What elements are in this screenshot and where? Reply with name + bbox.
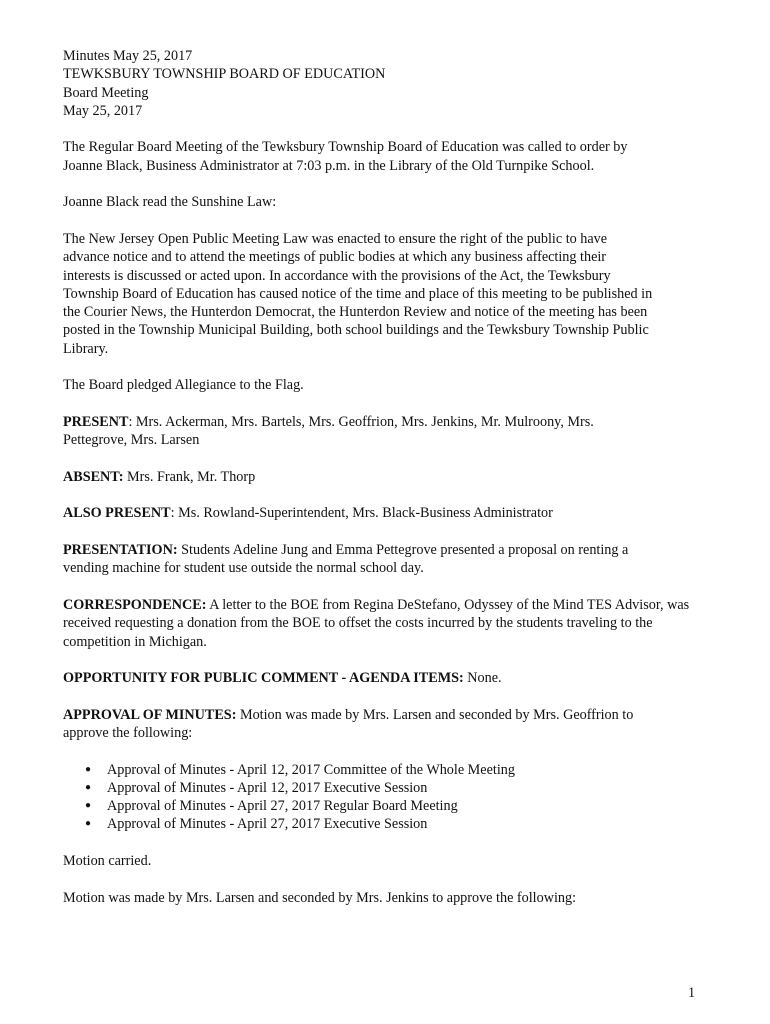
- present-section: [63, 413, 723, 450]
- present-label: PRESENT: [63, 413, 129, 430]
- paragraph-line: posted in the Township Municipal Building, both school buildings and the Tewksbury Township Public: [63, 322, 649, 339]
- paragraph-line: The New Jersey Open Public Meeting Law was enacted to ensure the right of the public to have: [63, 230, 608, 247]
- document-header: [63, 47, 723, 120]
- meeting-date: May 25, 2017: [63, 102, 143, 119]
- correspondence-label: CORRESPONDENCE:: [63, 596, 207, 613]
- approval-motion-text-continued: approve the following:: [63, 724, 193, 741]
- paragraph-line: interests is discussed or acted upon. In accordance with the provisions of the Act, the Tewksbury: [63, 267, 611, 284]
- list-item-text: Approval of Minutes - April 12, 2017 Executive Session: [107, 779, 428, 796]
- motion-carried: Motion carried.: [63, 853, 152, 870]
- presentation-section: [63, 541, 723, 578]
- list-item-text: Approval of Minutes - April 12, 2017 Committee of the Whole Meeting: [107, 761, 515, 778]
- second-motion: Motion was made by Mrs. Larsen and seconded by Mrs. Jenkins to approve the following:: [63, 889, 577, 906]
- present-members-continued: Pettegrove, Mrs. Larsen: [63, 432, 200, 449]
- correspondence-section: [63, 596, 723, 651]
- pledge-statement: The Board pledged Allegiance to the Flag.: [63, 377, 304, 394]
- list-item: [63, 779, 723, 797]
- paragraph-line: advance notice and to attend the meetings of public bodies at which any business affecting their: [63, 249, 607, 266]
- approval-of-minutes-section: [63, 706, 723, 834]
- public-comment-label: OPPORTUNITY FOR PUBLIC COMMENT - AGENDA ITEMS:: [63, 670, 464, 687]
- correspondence-text: A letter to the BOE from Regina DeStefano, Odyssey of the Mind TES Advisor, was: [206, 596, 690, 613]
- paragraph-line: Joanne Black, Business Administrator at 7:03 p.m. in the Library of the Old Turnpike School.: [63, 157, 595, 174]
- list-item-text: Approval of Minutes - April 27, 2017 Regular Board Meeting: [107, 798, 458, 815]
- absent-section: [63, 468, 723, 486]
- public-comment-section: [63, 669, 723, 687]
- meeting-type: Board Meeting: [63, 84, 149, 101]
- page-number: 1: [688, 985, 696, 1001]
- absent-members: Mrs. Frank, Mr. Thorp: [123, 468, 256, 485]
- list-item: [63, 797, 723, 815]
- sunshine-intro: Joanne Black read the Sunshine Law:: [63, 194, 277, 211]
- paragraph-line: Township Board of Education has caused notice of the time and place of this meeting to be published in: [63, 285, 653, 302]
- minutes-approval-list: [63, 761, 723, 834]
- also-present-section: [63, 504, 723, 522]
- header-line: Minutes May 25, 2017: [63, 48, 193, 64]
- bullet-icon: ●: [85, 763, 92, 775]
- presentation-text-continued: vending machine for student use outside the normal school day.: [63, 560, 424, 577]
- correspondence-text-continued: competition in Michigan.: [63, 633, 207, 650]
- document-page: [63, 47, 723, 907]
- approval-of-minutes-label: APPROVAL OF MINUTES:: [63, 706, 237, 723]
- paragraph-line: Library.: [63, 340, 109, 357]
- correspondence-text-continued: received requesting a donation from the BOE to offset the costs incurred by the students traveling to the: [63, 615, 653, 632]
- presentation-label: PRESENTATION:: [63, 542, 178, 559]
- presentation-text: Students Adeline Jung and Emma Pettegrove presented a proposal on renting a: [177, 542, 629, 559]
- sunshine-law-paragraph: [63, 230, 723, 358]
- bullet-icon: ●: [85, 818, 92, 830]
- approval-motion-text: Motion was made by Mrs. Larsen and seconded by Mrs. Geoffrion to: [236, 706, 634, 723]
- also-present-members: : Ms. Rowland-Superintendent, Mrs. Black-Business Administrator: [170, 505, 553, 522]
- list-item: [63, 815, 723, 833]
- public-comment-text: None.: [463, 670, 502, 687]
- bullet-icon: ●: [85, 800, 92, 812]
- present-members: : Mrs. Ackerman, Mrs. Bartels, Mrs. Geoffrion, Mrs. Jenkins, Mr. Mulroony, Mrs.: [128, 413, 594, 430]
- bullet-icon: ●: [85, 781, 92, 793]
- paragraph-line: the Courier News, the Hunterdon Democrat, the Hunterdon Review and notice of the meeting has been: [63, 304, 648, 321]
- absent-label: ABSENT:: [63, 468, 124, 485]
- call-to-order-paragraph: [63, 138, 723, 175]
- also-present-label: ALSO PRESENT: [63, 505, 171, 522]
- board-name: TEWKSBURY TOWNSHIP BOARD OF EDUCATION: [63, 66, 386, 83]
- paragraph-line: The Regular Board Meeting of the Tewksbury Township Board of Education was called to order by: [63, 139, 628, 156]
- list-item-text: Approval of Minutes - April 27, 2017 Executive Session: [107, 816, 428, 833]
- list-item: [63, 761, 723, 779]
